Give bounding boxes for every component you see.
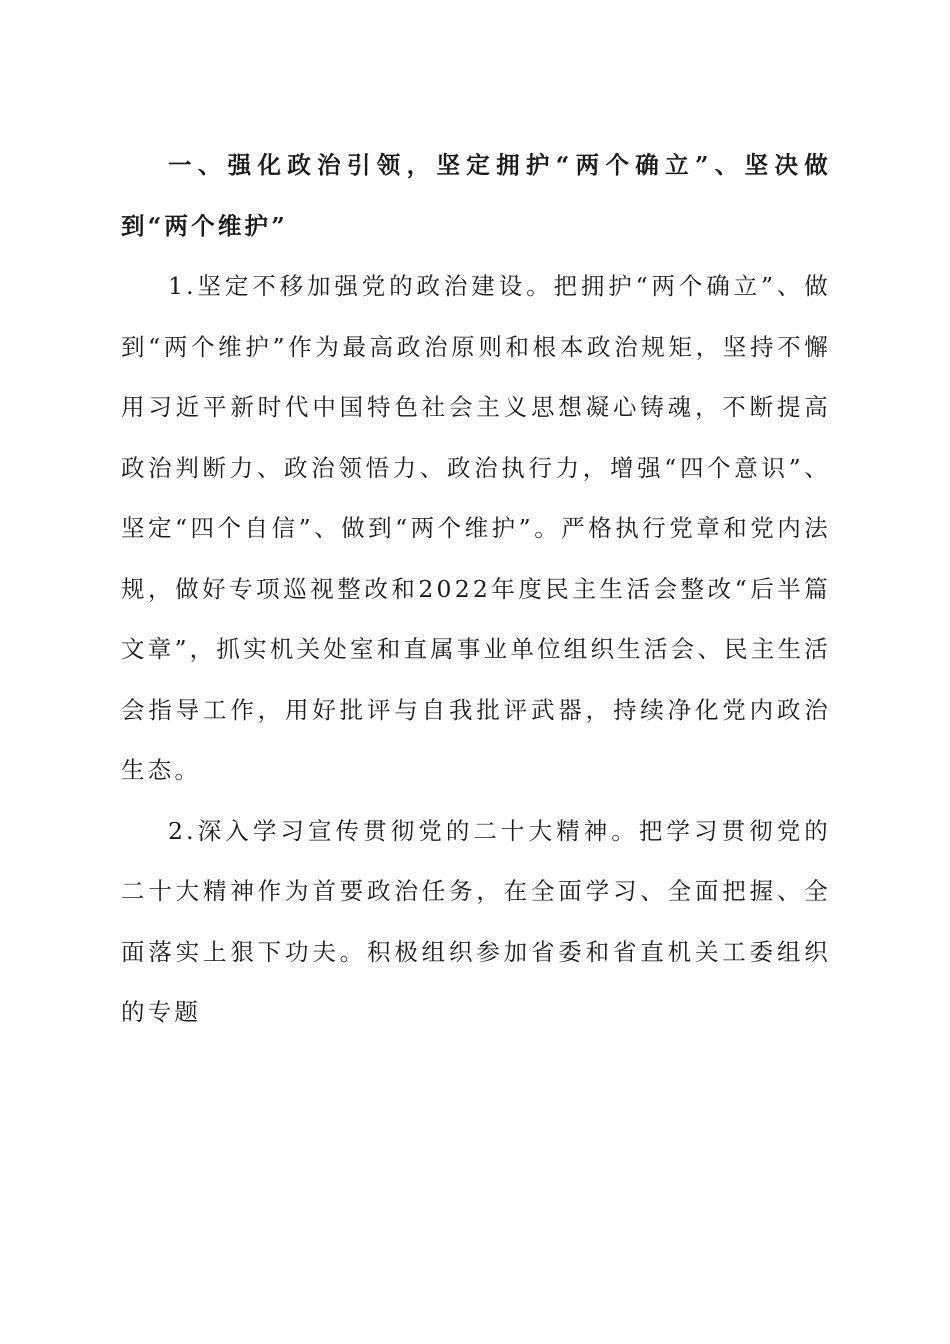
paragraph-1: 1.坚定不移加强党的政治建设。把拥护“两个确立”、做到“两个维护”作为最高政治原则和根本政治规矩，坚持不懈用习近平新时代中国特色社会主义思想凝心铸魂，不断提高政治判断力、政治领悟力、政治执行力，增强“四个意识”、坚定“四个自信”、做到“两个维护”。严格执行党章和党内法规，做好专项巡视整改和2022年度民主生活会整改“后半篇文章”，抓实机关处室和直属事业单位组织生活会、民主生活会指导工作，用好批评与自我批评武器，持续净化党内政治生态。 xyxy=(121,272,831,784)
document-body xyxy=(121,135,831,1043)
paragraph-2: 2.深入学习宣传贯彻党的二十大精神。把学习贯彻党的二十大精神作为首要政治任务，在全面学习、全面把握、全面落实上狠下功夫。积极组织参加省委和省直机关工委组织的专题 xyxy=(121,816,831,1026)
section-heading: 一、强化政治引领，坚定拥护“两个确立”、坚决做到“两个维护” xyxy=(121,151,831,240)
